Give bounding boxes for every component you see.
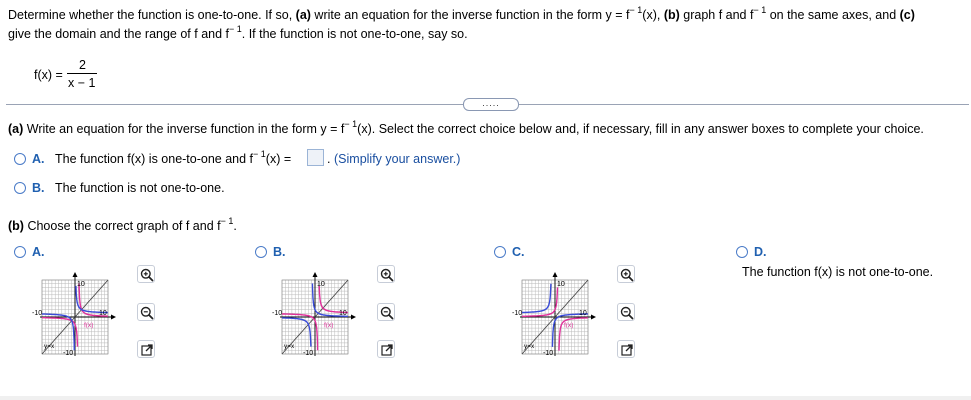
graph-option-c-zoom-out-button[interactable] bbox=[617, 303, 635, 321]
show-more-button[interactable]: ..... bbox=[463, 98, 519, 111]
x-tick-left: -10 bbox=[32, 310, 43, 317]
superscript-minus-one: − 1 bbox=[220, 216, 234, 226]
part-b-label: (b) bbox=[8, 219, 24, 233]
question-text: Determine whether the function is one-to-one. If so, bbox=[8, 8, 296, 22]
graph-option-b-expand-button[interactable] bbox=[377, 340, 395, 358]
graph-option-b[interactable] bbox=[272, 270, 363, 365]
question-line-1 bbox=[8, 5, 915, 22]
choice-a-radio[interactable] bbox=[14, 153, 26, 165]
f-inverse-curve bbox=[76, 286, 108, 313]
question-text: give the domain and the range of f and f bbox=[8, 27, 229, 41]
x-tick-left: -10 bbox=[512, 310, 523, 317]
part-b-text: Choose the correct graph of f and f bbox=[23, 219, 221, 233]
graph-option-c-expand-button[interactable] bbox=[617, 340, 635, 358]
choice-b-radio[interactable] bbox=[14, 182, 26, 194]
graph-option-b-radio[interactable] bbox=[255, 246, 267, 258]
simplify-hint: (Simplify your answer.) bbox=[334, 152, 461, 166]
graph-option-c-zoom-in-button[interactable] bbox=[617, 265, 635, 283]
graph-option-b-zoom-in-button[interactable] bbox=[377, 265, 395, 283]
x-tick-left: -10 bbox=[272, 310, 283, 317]
question-text: (x), bbox=[642, 8, 664, 22]
question-text: . If the function is not one-to-one, say so. bbox=[241, 27, 468, 41]
function-lhs: f(x) = bbox=[34, 68, 63, 82]
identity-label: y=x bbox=[44, 343, 55, 350]
function-denominator: x − 1 bbox=[68, 76, 96, 90]
part-a-text: Write an equation for the inverse function in the form y = f bbox=[23, 122, 345, 136]
graph-option-a-zoom-in-button[interactable] bbox=[137, 265, 155, 283]
part-b-ref: (b) bbox=[663, 8, 680, 22]
choice-a-text-part: (x) = bbox=[265, 152, 292, 166]
x-tick-right: 10 bbox=[339, 310, 347, 317]
choice-b-text: The function is not one-to-one. bbox=[55, 181, 225, 195]
inverse-answer-input[interactable] bbox=[307, 149, 324, 166]
part-b-text: . bbox=[233, 219, 237, 233]
question-text: graph f and f bbox=[679, 8, 754, 22]
f-label: f(x) bbox=[84, 322, 94, 329]
part-a-text: (x). Select the correct choice below and, if necessary, fill in any answer boxes to complete your choice. bbox=[357, 122, 924, 136]
x-tick-right: 10 bbox=[579, 310, 587, 317]
f-label: f(x) bbox=[564, 322, 574, 329]
graph-option-c-letter: C. bbox=[512, 245, 525, 259]
superscript-minus-one: − 1 bbox=[629, 5, 643, 15]
x-tick-right: 10 bbox=[99, 310, 107, 317]
y-tick-bottom: -10 bbox=[63, 350, 74, 357]
question-text: write an equation for the inverse function in the form y = f bbox=[310, 8, 630, 22]
graph-option-d-radio[interactable] bbox=[736, 246, 748, 258]
superscript-minus-one: − 1 bbox=[344, 119, 358, 129]
y-axis-arrow bbox=[553, 272, 558, 277]
graph-option-a-expand-button[interactable] bbox=[137, 340, 155, 358]
choice-a-text bbox=[55, 149, 292, 166]
part-b-prompt bbox=[8, 216, 237, 233]
y-tick-bottom: -10 bbox=[303, 350, 314, 357]
graph-option-d-text: The function f(x) is not one-to-one. bbox=[742, 265, 934, 279]
part-c-ref: (c) bbox=[899, 8, 915, 22]
y-tick-top: 10 bbox=[317, 281, 325, 288]
graph-option-a[interactable] bbox=[32, 270, 123, 365]
choice-a-letter: A. bbox=[32, 152, 45, 166]
f-curve bbox=[319, 286, 348, 313]
y-tick-top: 10 bbox=[77, 281, 85, 288]
identity-label: y=x bbox=[524, 343, 535, 350]
superscript-minus-one: − 1 bbox=[753, 5, 767, 15]
choice-b-letter: B. bbox=[32, 181, 45, 195]
superscript-minus-one: − 1 bbox=[229, 24, 242, 34]
y-axis-arrow bbox=[313, 272, 318, 277]
part-a-prompt bbox=[8, 119, 924, 136]
y-axis-arrow bbox=[73, 272, 78, 277]
y-tick-top: 10 bbox=[557, 281, 565, 288]
graph-option-a-radio[interactable] bbox=[14, 246, 26, 258]
graph-option-b-zoom-out-button[interactable] bbox=[377, 303, 395, 321]
graph-option-c-radio[interactable] bbox=[494, 246, 506, 258]
graph-option-a-letter: A. bbox=[32, 245, 45, 259]
graph-option-d-letter: D. bbox=[754, 245, 767, 259]
graph-option-a-zoom-out-button[interactable] bbox=[137, 303, 155, 321]
f-inverse-curve bbox=[522, 284, 551, 313]
x-axis-arrow bbox=[351, 315, 356, 320]
f-label: f(x) bbox=[324, 322, 334, 329]
bottom-bar bbox=[0, 396, 971, 400]
choice-a-text-part: The function f(x) is one-to-one and f bbox=[55, 152, 254, 166]
graph-option-b-letter: B. bbox=[273, 245, 286, 259]
x-axis-arrow bbox=[111, 315, 116, 320]
question-line-2 bbox=[8, 24, 468, 41]
x-axis-arrow bbox=[591, 315, 596, 320]
choice-a-period: . bbox=[327, 152, 331, 166]
graph-option-c[interactable] bbox=[512, 270, 603, 365]
fraction-bar bbox=[67, 73, 97, 74]
identity-label: y=x bbox=[284, 343, 295, 350]
part-a-ref: (a) bbox=[295, 8, 311, 22]
question-text: on the same axes, and bbox=[766, 8, 900, 22]
part-a-label: (a) bbox=[8, 122, 24, 136]
function-numerator: 2 bbox=[79, 58, 86, 72]
superscript-minus-one: − 1 bbox=[253, 149, 266, 159]
y-tick-bottom: -10 bbox=[543, 350, 554, 357]
